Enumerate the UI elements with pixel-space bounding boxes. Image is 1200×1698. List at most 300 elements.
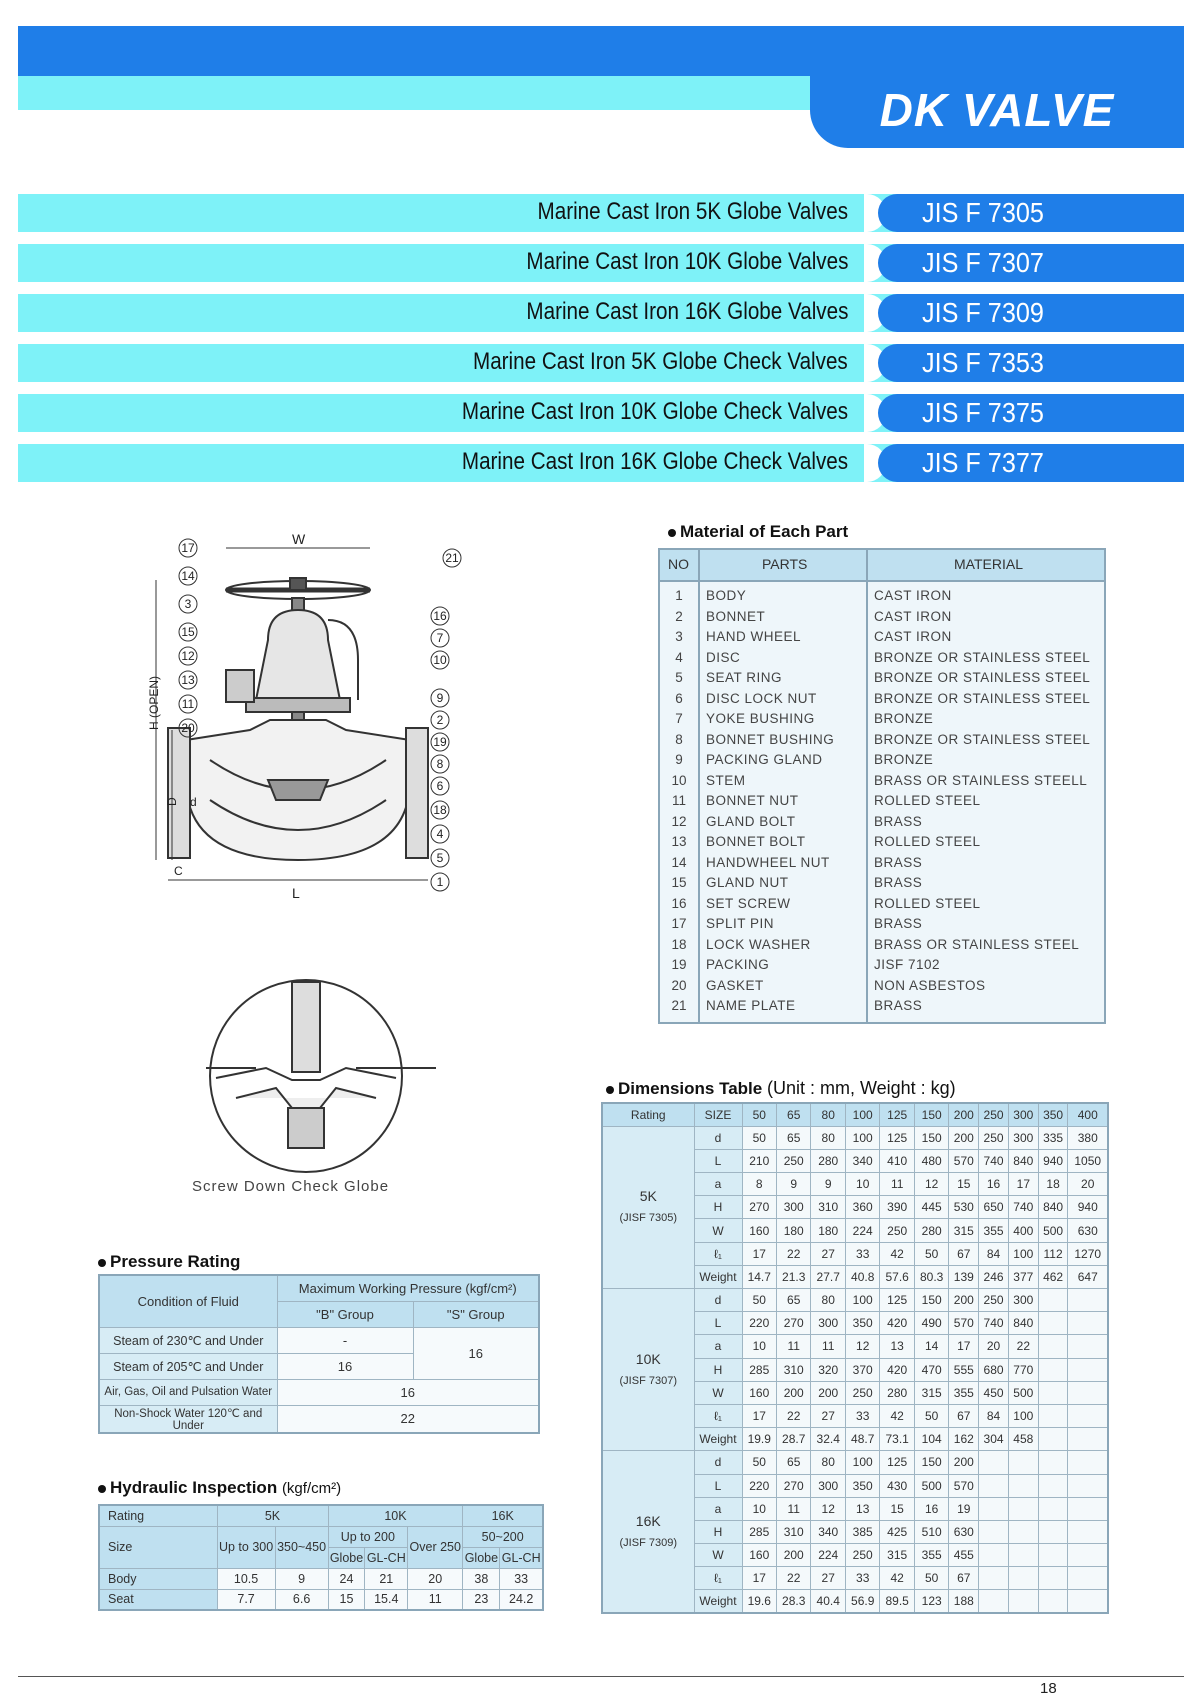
col-header-material: MATERIAL bbox=[954, 556, 1023, 572]
part-no: 4 bbox=[675, 649, 683, 665]
k16-header: 16K bbox=[463, 1505, 543, 1526]
dim-value: 300 bbox=[776, 1196, 810, 1219]
dim-value: 160 bbox=[742, 1544, 776, 1567]
dim-value: 200 bbox=[949, 1126, 979, 1149]
page-number: 18 bbox=[1040, 1680, 1057, 1697]
dim-value bbox=[1008, 1544, 1038, 1567]
dim-value: 940 bbox=[1068, 1196, 1108, 1219]
dim-symbol: W bbox=[694, 1219, 742, 1242]
dim-value: 27 bbox=[811, 1404, 845, 1427]
material-row bbox=[660, 976, 1104, 997]
dim-value: 17 bbox=[949, 1335, 979, 1358]
dim-value: 57.6 bbox=[880, 1265, 914, 1288]
rating-header: Rating bbox=[602, 1103, 694, 1126]
dim-value: 385 bbox=[845, 1520, 879, 1543]
dim-value bbox=[979, 1590, 1009, 1613]
dim-value: 139 bbox=[949, 1265, 979, 1288]
part-name: GLAND NUT bbox=[706, 875, 789, 890]
callout-label: 10 bbox=[433, 653, 447, 667]
dim-value: 16 bbox=[914, 1497, 948, 1520]
dim-value: 15 bbox=[880, 1497, 914, 1520]
part-material: BRASS bbox=[874, 875, 923, 890]
title-name: Marine Cast Iron 5K Globe Check Valves bbox=[473, 348, 848, 375]
material-row bbox=[660, 832, 1104, 853]
dim-value: 125 bbox=[880, 1451, 914, 1474]
part-no: 8 bbox=[675, 731, 683, 747]
material-row bbox=[660, 709, 1104, 730]
rating-header: Rating bbox=[99, 1505, 217, 1526]
material-row bbox=[660, 668, 1104, 689]
type-cell: Globe bbox=[328, 1547, 365, 1568]
dim-value: 840 bbox=[1038, 1196, 1068, 1219]
title-row bbox=[18, 394, 1184, 432]
dim-symbol: H bbox=[694, 1358, 742, 1381]
part-name: SET SCREW bbox=[706, 895, 791, 911]
dim-value: 28.7 bbox=[776, 1428, 810, 1451]
rating-name: 5K bbox=[639, 1188, 657, 1205]
dim-symbol: a bbox=[694, 1173, 742, 1196]
dim-value: 210 bbox=[742, 1149, 776, 1172]
dim-value: 27 bbox=[811, 1567, 845, 1590]
dim-symbol: ℓ₁ bbox=[694, 1242, 742, 1265]
cond-cell: Steam of 205℃ and Under bbox=[99, 1353, 277, 1379]
dim-value: 20 bbox=[1068, 1173, 1108, 1196]
dim-value: 9 bbox=[811, 1173, 845, 1196]
dim-value: 400 bbox=[1008, 1219, 1038, 1242]
dim-value bbox=[1008, 1497, 1038, 1520]
part-material: BRASS bbox=[874, 998, 923, 1013]
dim-value: 300 bbox=[1008, 1289, 1038, 1312]
part-no: 15 bbox=[671, 875, 687, 890]
dim-value: 304 bbox=[979, 1428, 1009, 1451]
dim-value: 10 bbox=[845, 1173, 879, 1196]
title-code-text: JIS F 7309 bbox=[922, 297, 1044, 328]
dim-value: 490 bbox=[914, 1312, 948, 1335]
dim-value: 12 bbox=[845, 1335, 879, 1358]
part-material: ROLLED STEEL bbox=[874, 834, 981, 849]
part-name: SPLIT PIN bbox=[706, 916, 775, 931]
dimensions-table-body bbox=[602, 1103, 1108, 1613]
dim-value: 480 bbox=[914, 1149, 948, 1172]
dim-value: 630 bbox=[949, 1520, 979, 1543]
dim-value: 123 bbox=[914, 1590, 948, 1613]
callout-label: 20 bbox=[181, 721, 195, 735]
dim-symbol: Weight bbox=[694, 1428, 742, 1451]
part-no: 12 bbox=[671, 813, 687, 829]
dim-value: 17 bbox=[742, 1404, 776, 1427]
part-material: BRONZE bbox=[874, 711, 934, 726]
part-name: BONNET BUSHING bbox=[706, 731, 835, 747]
dim-symbol: L bbox=[694, 1312, 742, 1335]
dim-value: 84 bbox=[979, 1242, 1009, 1265]
dim-value: 12 bbox=[914, 1173, 948, 1196]
dim-value: 10 bbox=[742, 1497, 776, 1520]
dim-l-label: L bbox=[292, 885, 300, 901]
value-cell: 15 bbox=[328, 1589, 365, 1610]
rating-group bbox=[602, 1289, 694, 1451]
dim-value: 224 bbox=[811, 1544, 845, 1567]
dim-symbol: W bbox=[694, 1381, 742, 1404]
dim-value bbox=[1038, 1289, 1068, 1312]
dim-value bbox=[1038, 1335, 1068, 1358]
dim-c-label: C bbox=[174, 864, 183, 878]
dim-value: 8 bbox=[742, 1173, 776, 1196]
material-row bbox=[660, 853, 1104, 874]
title-row bbox=[18, 344, 1184, 382]
part-no: 18 bbox=[671, 936, 687, 952]
part-no: 9 bbox=[675, 752, 683, 767]
part-name: PACKING GLAND bbox=[706, 752, 823, 767]
dim-value: 14.7 bbox=[742, 1265, 776, 1288]
dim-value: 19 bbox=[949, 1497, 979, 1520]
dim-value: 500 bbox=[914, 1474, 948, 1497]
dim-value: 150 bbox=[914, 1451, 948, 1474]
dim-value: 13 bbox=[880, 1335, 914, 1358]
dim-value: 150 bbox=[914, 1126, 948, 1149]
material-row bbox=[660, 689, 1104, 710]
dim-d-label: D bbox=[165, 797, 179, 806]
dim-value bbox=[1068, 1312, 1108, 1335]
dim-value: 27 bbox=[811, 1242, 845, 1265]
table-row bbox=[99, 1589, 543, 1610]
dim-value: 510 bbox=[914, 1520, 948, 1543]
dim-value: 570 bbox=[949, 1312, 979, 1335]
dim-value bbox=[1008, 1474, 1038, 1497]
dim-value bbox=[1038, 1497, 1068, 1520]
dim-value bbox=[1038, 1590, 1068, 1613]
material-row bbox=[660, 914, 1104, 935]
part-no: 19 bbox=[671, 957, 687, 972]
size-header: Size bbox=[99, 1526, 217, 1568]
part-no: 14 bbox=[671, 854, 687, 870]
size-cell: 125 bbox=[880, 1103, 914, 1126]
dim-value: 180 bbox=[811, 1219, 845, 1242]
dim-value: 33 bbox=[845, 1242, 879, 1265]
callout-label: 9 bbox=[436, 691, 444, 705]
material-row bbox=[660, 750, 1104, 771]
dim-value: 80.3 bbox=[914, 1265, 948, 1288]
material-row bbox=[660, 607, 1104, 628]
dim-value: 315 bbox=[914, 1381, 948, 1404]
dim-value: 1050 bbox=[1068, 1149, 1108, 1172]
dim-value: 650 bbox=[979, 1196, 1009, 1219]
bullet-icon bbox=[98, 1259, 106, 1267]
dim-value: 280 bbox=[880, 1381, 914, 1404]
table-row bbox=[602, 1126, 1108, 1149]
dim-value bbox=[1068, 1497, 1108, 1520]
dim-value: 104 bbox=[914, 1428, 948, 1451]
part-no: 3 bbox=[675, 629, 683, 644]
dim-value: 160 bbox=[742, 1219, 776, 1242]
dimensions-table bbox=[601, 1102, 1109, 1614]
dim-value: 340 bbox=[811, 1520, 845, 1543]
dim-value: 410 bbox=[880, 1149, 914, 1172]
dim-symbol: d bbox=[694, 1451, 742, 1474]
table-row bbox=[602, 1289, 1108, 1312]
dim-value: 40.4 bbox=[811, 1590, 845, 1613]
material-heading bbox=[668, 522, 848, 542]
part-name: GASKET bbox=[706, 977, 764, 993]
b-value: 16 bbox=[277, 1353, 413, 1379]
dim-value: 17 bbox=[1008, 1173, 1038, 1196]
value-cell: 23 bbox=[463, 1589, 500, 1610]
dim-value: 19.9 bbox=[742, 1428, 776, 1451]
part-material: BRONZE OR STAINLESS STEEL bbox=[874, 731, 1091, 747]
dim-value bbox=[1008, 1520, 1038, 1543]
dim-value bbox=[1008, 1451, 1038, 1474]
all-value: 22 bbox=[277, 1405, 539, 1433]
dim-value: 42 bbox=[880, 1567, 914, 1590]
dim-value: 188 bbox=[949, 1590, 979, 1613]
callout-label: 21 bbox=[445, 551, 459, 565]
part-material: BRASS OR STAINLESS STEEL bbox=[874, 936, 1080, 952]
material-title: Material of Each Part bbox=[680, 522, 849, 541]
part-no: 16 bbox=[671, 895, 687, 911]
s-group-header: "S" Group bbox=[413, 1301, 539, 1327]
part-name: PACKING bbox=[706, 957, 770, 972]
dim-value bbox=[1068, 1335, 1108, 1358]
s-value: 16 bbox=[413, 1327, 539, 1379]
dim-value: 300 bbox=[1008, 1126, 1038, 1149]
part-material: CAST IRON bbox=[874, 588, 952, 603]
callout-label: 8 bbox=[436, 757, 444, 771]
dim-value: 224 bbox=[845, 1219, 879, 1242]
part-material: ROLLED STEEL bbox=[874, 793, 981, 808]
dim-value: 50 bbox=[742, 1126, 776, 1149]
dim-value: 570 bbox=[949, 1474, 979, 1497]
size-cell: 150 bbox=[914, 1103, 948, 1126]
dim-h-label: H (OPEN) bbox=[147, 676, 161, 730]
title-code bbox=[878, 444, 1184, 482]
material-row bbox=[660, 771, 1104, 792]
max-pressure-header: Maximum Working Pressure (kgf/cm²) bbox=[277, 1275, 539, 1301]
dim-value: 50 bbox=[742, 1289, 776, 1312]
part-name: BODY bbox=[706, 588, 747, 603]
dim-value: 740 bbox=[1008, 1196, 1038, 1219]
rating-standard: (JISF 7309) bbox=[619, 1536, 677, 1549]
title-row bbox=[18, 244, 1184, 282]
dim-value bbox=[1038, 1312, 1068, 1335]
dim-value: 40.8 bbox=[845, 1265, 879, 1288]
dim-value bbox=[1008, 1590, 1038, 1613]
dim-value bbox=[1068, 1404, 1108, 1427]
all-value: 16 bbox=[277, 1379, 539, 1405]
callout-label: 17 bbox=[181, 541, 195, 555]
dimensions-unit: (Unit : mm, Weight : kg) bbox=[766, 1078, 956, 1098]
dim-value: 455 bbox=[949, 1544, 979, 1567]
callout-label: 18 bbox=[433, 803, 447, 817]
dim-symbol: d bbox=[694, 1126, 742, 1149]
valve-section-drawing bbox=[147, 530, 490, 920]
dim-value: 180 bbox=[776, 1219, 810, 1242]
part-material: ROLLED STEEL bbox=[874, 895, 981, 911]
part-name: YOKE BUSHING bbox=[706, 711, 815, 726]
material-row bbox=[660, 791, 1104, 812]
dim-value: 425 bbox=[880, 1520, 914, 1543]
dim-value: 740 bbox=[979, 1312, 1009, 1335]
title-name: Marine Cast Iron 10K Globe Check Valves bbox=[461, 398, 848, 425]
part-no: 6 bbox=[675, 690, 683, 706]
dim-value: 15 bbox=[949, 1173, 979, 1196]
part-no: 17 bbox=[671, 916, 687, 931]
dim-value: 32.4 bbox=[811, 1428, 845, 1451]
material-table bbox=[658, 548, 1106, 1024]
part-name: GLAND BOLT bbox=[706, 813, 796, 829]
dim-value: 500 bbox=[1008, 1381, 1038, 1404]
rating-standard: (JISF 7307) bbox=[619, 1374, 677, 1387]
dim-value: 80 bbox=[811, 1126, 845, 1149]
bullet-icon bbox=[606, 1086, 614, 1094]
dim-symbol: Weight bbox=[694, 1590, 742, 1613]
dim-value: 570 bbox=[949, 1149, 979, 1172]
dim-value bbox=[1038, 1428, 1068, 1451]
b-value: - bbox=[277, 1327, 413, 1353]
dim-value: 50 bbox=[914, 1567, 948, 1590]
dim-value: 28.3 bbox=[776, 1590, 810, 1613]
part-name: HAND WHEEL bbox=[706, 629, 802, 644]
value-cell: 11 bbox=[408, 1589, 463, 1610]
dimensions-heading bbox=[606, 1078, 956, 1099]
title-code bbox=[878, 194, 1184, 232]
material-row bbox=[660, 812, 1104, 833]
dim-value bbox=[1038, 1544, 1068, 1567]
title-name: Marine Cast Iron 10K Globe Valves bbox=[526, 248, 848, 275]
pressure-title: Pressure Rating bbox=[110, 1252, 241, 1271]
dim-value: 18 bbox=[1038, 1173, 1068, 1196]
dim-d-small-label: d bbox=[190, 795, 197, 809]
dim-symbol: L bbox=[694, 1149, 742, 1172]
callout-label: 5 bbox=[436, 851, 444, 865]
dim-value: 100 bbox=[1008, 1404, 1038, 1427]
dim-value: 112 bbox=[1038, 1242, 1068, 1265]
dim-symbol: H bbox=[694, 1520, 742, 1543]
dim-value: 500 bbox=[1038, 1219, 1068, 1242]
dim-value: 310 bbox=[776, 1520, 810, 1543]
part-no: 10 bbox=[671, 772, 687, 788]
dimensions-title: Dimensions Table bbox=[618, 1079, 763, 1098]
dim-value: 420 bbox=[880, 1358, 914, 1381]
part-material: BRASS bbox=[874, 854, 923, 870]
dim-value: 12 bbox=[811, 1497, 845, 1520]
cond-cell: Steam of 230℃ and Under bbox=[99, 1327, 277, 1353]
dim-value bbox=[1038, 1474, 1068, 1497]
dim-symbol: a bbox=[694, 1335, 742, 1358]
title-code-text: JIS F 7353 bbox=[922, 347, 1044, 378]
dim-value: 56.9 bbox=[845, 1590, 879, 1613]
part-name: SEAT RING bbox=[706, 670, 783, 685]
dim-value bbox=[1038, 1567, 1068, 1590]
dim-value: 430 bbox=[880, 1474, 914, 1497]
part-material: CAST IRON bbox=[874, 629, 952, 644]
dim-value: 250 bbox=[845, 1544, 879, 1567]
dim-value: 250 bbox=[979, 1126, 1009, 1149]
dim-value: 285 bbox=[742, 1358, 776, 1381]
callout-label: 16 bbox=[433, 609, 447, 623]
callout-label: 14 bbox=[181, 569, 195, 583]
dim-value: 250 bbox=[776, 1149, 810, 1172]
dim-value: 315 bbox=[880, 1544, 914, 1567]
dim-value: 100 bbox=[1008, 1242, 1038, 1265]
size-cell: 65 bbox=[776, 1103, 810, 1126]
value-cell: 7.7 bbox=[217, 1589, 275, 1610]
size-cell: 250 bbox=[979, 1103, 1009, 1126]
dim-value: 246 bbox=[979, 1265, 1009, 1288]
dim-value: 310 bbox=[776, 1358, 810, 1381]
dim-value: 9 bbox=[776, 1173, 810, 1196]
pressure-rating-table bbox=[98, 1274, 540, 1434]
dim-value: 21.3 bbox=[776, 1265, 810, 1288]
dim-value: 84 bbox=[979, 1404, 1009, 1427]
dim-value: 200 bbox=[811, 1381, 845, 1404]
callout-label: 7 bbox=[436, 631, 444, 645]
title-row bbox=[18, 294, 1184, 332]
dim-value bbox=[1068, 1451, 1108, 1474]
dim-value: 840 bbox=[1008, 1312, 1038, 1335]
value-cell: 20 bbox=[408, 1568, 463, 1589]
title-name: Marine Cast Iron 5K Globe Valves bbox=[537, 198, 848, 225]
title-code-text: JIS F 7307 bbox=[922, 247, 1044, 278]
material-row bbox=[660, 627, 1104, 648]
dim-value: 630 bbox=[1068, 1219, 1108, 1242]
size-cell: 80 bbox=[811, 1103, 845, 1126]
dim-value: 160 bbox=[742, 1381, 776, 1404]
part-material: BRONZE OR STAINLESS STEEL bbox=[874, 670, 1091, 685]
dim-value: 19.6 bbox=[742, 1590, 776, 1613]
title-name: Marine Cast Iron 16K Globe Check Valves bbox=[461, 448, 848, 475]
dim-value: 310 bbox=[811, 1196, 845, 1219]
dim-value: 458 bbox=[1008, 1428, 1038, 1451]
table-row bbox=[602, 1451, 1108, 1474]
part-material: BRASS bbox=[874, 916, 923, 931]
dim-value: 680 bbox=[979, 1358, 1009, 1381]
part-no: 11 bbox=[671, 793, 686, 808]
rating-standard: (JISF 7305) bbox=[619, 1212, 677, 1225]
dim-value bbox=[979, 1567, 1009, 1590]
dim-value bbox=[1038, 1358, 1068, 1381]
dim-value: 16 bbox=[979, 1173, 1009, 1196]
material-row bbox=[660, 873, 1104, 894]
dim-value: 150 bbox=[914, 1289, 948, 1312]
dim-value: 13 bbox=[845, 1497, 879, 1520]
dim-value bbox=[1068, 1544, 1108, 1567]
title-code bbox=[878, 344, 1184, 382]
material-row bbox=[660, 996, 1104, 1017]
table-row bbox=[99, 1505, 543, 1526]
dim-value: 125 bbox=[880, 1126, 914, 1149]
dim-value: 11 bbox=[776, 1497, 810, 1520]
size-cell: Up to 300 bbox=[217, 1526, 275, 1568]
dim-value: 300 bbox=[811, 1312, 845, 1335]
callout-label: 15 bbox=[181, 625, 195, 639]
k5-header: 5K bbox=[217, 1505, 328, 1526]
dim-value: 355 bbox=[949, 1381, 979, 1404]
part-material: BRASS bbox=[874, 813, 923, 829]
dim-value: 22 bbox=[776, 1242, 810, 1265]
dim-value: 50 bbox=[914, 1404, 948, 1427]
part-name: LOCK WASHER bbox=[706, 936, 811, 952]
dim-value: 27.7 bbox=[811, 1265, 845, 1288]
callout-label: 13 bbox=[181, 673, 195, 687]
seat-label: Seat bbox=[99, 1589, 217, 1610]
part-name: DISC LOCK NUT bbox=[706, 690, 817, 706]
dim-value: 20 bbox=[979, 1335, 1009, 1358]
part-no: 7 bbox=[675, 711, 683, 726]
dim-value: 360 bbox=[845, 1196, 879, 1219]
part-material: CAST IRON bbox=[874, 608, 952, 624]
dim-symbol: L bbox=[694, 1474, 742, 1497]
title-name: Marine Cast Iron 16K Globe Valves bbox=[526, 298, 848, 325]
rating-group bbox=[602, 1126, 694, 1288]
